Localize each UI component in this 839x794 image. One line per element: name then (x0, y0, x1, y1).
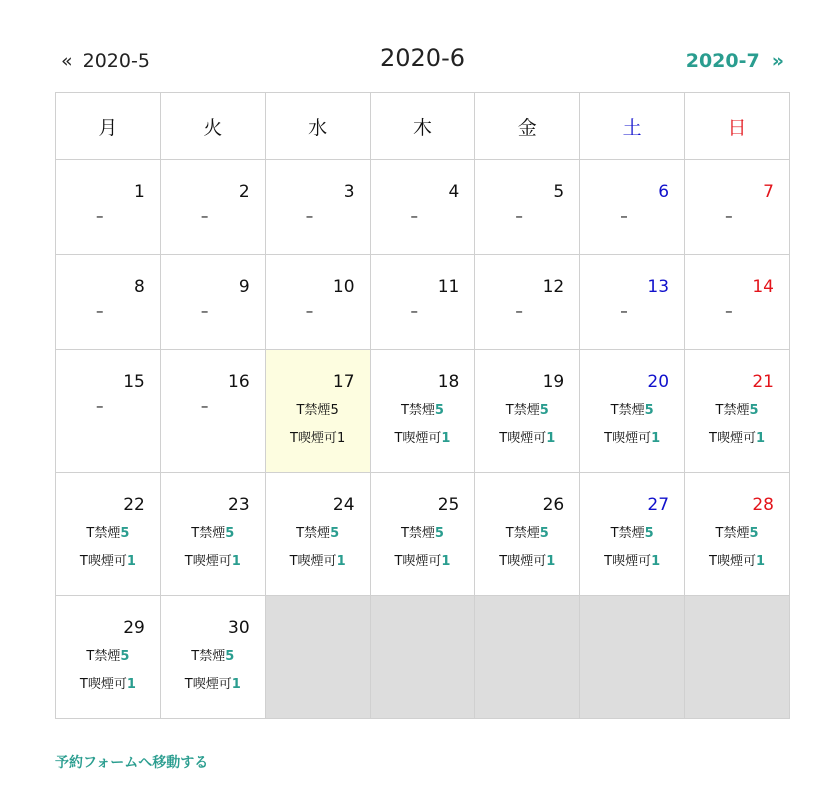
smoke-count: 1 (651, 554, 661, 569)
nosmoke-count: 5 (434, 403, 444, 418)
day-cell[interactable] (685, 350, 790, 473)
smoke-label: T喫煙可 (499, 554, 547, 569)
nosmoke-label: T禁煙 (610, 526, 645, 541)
smoke-availability[interactable] (56, 677, 160, 693)
smoke-count: 1 (546, 554, 556, 569)
day-cell[interactable] (56, 596, 161, 719)
day-cell (475, 160, 580, 255)
day-cell (160, 255, 265, 350)
nosmoke-count: 5 (749, 526, 759, 541)
nosmoke-count: 5 (539, 403, 549, 418)
nosmoke-label: T禁煙 (400, 403, 435, 418)
smoke-count: 1 (755, 554, 766, 569)
smoke-count: 1 (336, 554, 346, 569)
day-cell (265, 160, 370, 255)
smoke-count: 1 (546, 431, 556, 446)
nosmoke-count: 5 (539, 526, 549, 541)
nosmoke-availability[interactable] (371, 403, 475, 419)
nosmoke-availability[interactable] (56, 526, 160, 542)
week-row (56, 255, 790, 350)
day-number: 5 (553, 182, 565, 202)
day-cell (160, 350, 265, 473)
smoke-availability[interactable] (685, 554, 789, 570)
nosmoke-count: 5 (225, 649, 235, 664)
day-cell (370, 255, 475, 350)
day-status: – (96, 207, 104, 225)
day-cell (580, 160, 685, 255)
day-cell (160, 160, 265, 255)
weekday-header-row (56, 93, 790, 160)
day-cell[interactable] (475, 350, 580, 473)
smoke-availability[interactable] (475, 431, 579, 447)
smoke-availability[interactable] (580, 431, 684, 447)
smoke-label: T喫煙可 (79, 554, 127, 569)
reservation-form-link[interactable]: 予約フォームへ移動する (55, 755, 209, 771)
nosmoke-count: 5 (225, 526, 235, 541)
smoke-count: 1 (126, 677, 136, 692)
day-number: 23 (228, 495, 250, 515)
day-cell[interactable] (580, 350, 685, 473)
day-cell-today[interactable] (265, 350, 370, 473)
day-status: – (96, 397, 104, 415)
day-cell (370, 160, 475, 255)
day-cell[interactable] (265, 473, 370, 596)
nosmoke-label: T禁煙 (296, 526, 331, 541)
weekday-tue: 火 (160, 93, 265, 160)
prev-arrow-icon: « (61, 50, 73, 72)
smoke-availability[interactable] (161, 554, 265, 570)
smoke-availability (266, 431, 370, 447)
smoke-label: T喫煙可 (184, 677, 232, 692)
nosmoke-label: T禁煙 (191, 526, 226, 541)
day-number: 12 (542, 277, 565, 297)
next-month-link[interactable] (686, 50, 784, 72)
smoke-count: 1 (755, 431, 766, 446)
smoke-count: 1 (651, 431, 661, 446)
smoke-count: 1 (336, 431, 346, 446)
day-status: – (725, 302, 733, 320)
nosmoke-count: 5 (749, 403, 759, 418)
nosmoke-availability[interactable] (56, 649, 160, 665)
smoke-label: T喫煙可 (394, 431, 442, 446)
day-number: 11 (437, 277, 460, 297)
day-cell[interactable] (475, 473, 580, 596)
day-number: 28 (752, 495, 774, 515)
nosmoke-label: T禁煙 (610, 403, 645, 418)
day-number: 26 (542, 495, 565, 515)
day-cell (475, 255, 580, 350)
smoke-availability[interactable] (266, 554, 370, 570)
day-number: 3 (343, 182, 355, 202)
nosmoke-count: 5 (330, 526, 340, 541)
day-cell[interactable] (580, 473, 685, 596)
day-status: – (305, 207, 314, 225)
week-row (56, 596, 790, 719)
prev-month-label: 2020-5 (82, 50, 150, 72)
smoke-count: 1 (441, 431, 451, 446)
nosmoke-availability[interactable] (161, 649, 265, 665)
calendar-table (55, 92, 790, 719)
nosmoke-label: T禁煙 (505, 403, 540, 418)
day-number: 27 (647, 495, 670, 515)
nosmoke-availability[interactable] (371, 526, 475, 542)
day-number: 22 (123, 495, 145, 515)
day-cell (685, 160, 790, 255)
day-number: 2 (238, 182, 250, 202)
day-number: 7 (763, 182, 774, 202)
day-status: – (620, 302, 628, 320)
smoke-label: T喫煙可 (394, 554, 442, 569)
day-number: 19 (542, 372, 565, 392)
day-cell (685, 255, 790, 350)
smoke-count: 1 (231, 554, 241, 569)
smoke-label: T喫煙可 (499, 431, 547, 446)
smoke-count: 1 (231, 677, 241, 692)
weekday-sat: 土 (580, 93, 685, 160)
day-status: – (515, 302, 523, 320)
weekday-wed: 水 (265, 93, 370, 160)
day-cell[interactable] (685, 473, 790, 596)
nosmoke-availability (266, 403, 370, 419)
nosmoke-availability[interactable] (161, 526, 265, 542)
smoke-label: T喫煙可 (184, 554, 232, 569)
nosmoke-label: T禁煙 (505, 526, 540, 541)
week-row (56, 160, 790, 255)
smoke-label: T喫煙可 (289, 554, 337, 569)
weekday-fri: 金 (475, 93, 580, 160)
week-row (56, 473, 790, 596)
day-status: – (200, 207, 209, 225)
smoke-availability[interactable] (161, 677, 265, 693)
nosmoke-count: 5 (434, 526, 444, 541)
nosmoke-label: T禁煙 (715, 526, 750, 541)
day-number: 13 (647, 277, 670, 297)
month-navigation (55, 44, 790, 78)
day-number: 30 (228, 618, 250, 638)
day-cell (56, 255, 161, 350)
day-number: 24 (332, 495, 355, 515)
smoke-label: T喫煙可 (289, 431, 337, 446)
day-number: 16 (228, 372, 250, 392)
empty-day-cell (685, 596, 790, 719)
nosmoke-label: T禁煙 (86, 526, 121, 541)
day-number: 6 (658, 182, 670, 202)
weekday-mon: 月 (56, 93, 161, 160)
weekday-thu: 木 (370, 93, 475, 160)
day-number: 9 (238, 277, 250, 297)
smoke-availability[interactable] (371, 554, 475, 570)
nosmoke-availability[interactable] (475, 526, 579, 542)
smoke-count: 1 (441, 554, 451, 569)
smoke-availability[interactable] (56, 554, 160, 570)
day-number: 10 (332, 277, 355, 297)
nosmoke-availability[interactable] (685, 526, 789, 542)
day-number: 29 (123, 618, 145, 638)
nosmoke-label: T禁煙 (715, 403, 750, 418)
day-cell (56, 160, 161, 255)
day-status: – (96, 302, 104, 320)
day-number: 1 (134, 182, 145, 202)
day-cell[interactable] (56, 473, 161, 596)
nosmoke-availability[interactable] (475, 403, 579, 419)
smoke-label: T喫煙可 (604, 554, 652, 569)
day-number: 17 (332, 372, 355, 392)
nosmoke-availability[interactable] (580, 526, 684, 542)
smoke-label: T喫煙可 (709, 554, 756, 569)
day-number: 4 (448, 182, 460, 202)
day-number: 18 (437, 372, 460, 392)
nosmoke-label: T禁煙 (191, 649, 226, 664)
week-row (56, 350, 790, 473)
day-number: 8 (134, 277, 145, 297)
nosmoke-count: 5 (120, 526, 130, 541)
nosmoke-availability[interactable] (685, 403, 789, 419)
smoke-availability[interactable] (685, 431, 789, 447)
current-month-title: 2020-6 (379, 44, 465, 72)
day-number: 25 (437, 495, 460, 515)
day-cell (265, 255, 370, 350)
day-status: – (620, 207, 628, 225)
day-status: – (200, 397, 209, 415)
nosmoke-count: 5 (644, 403, 654, 418)
day-cell[interactable] (160, 473, 265, 596)
nosmoke-label: T禁煙 (400, 526, 435, 541)
nosmoke-availability[interactable] (266, 526, 370, 542)
next-arrow-icon: » (771, 50, 784, 72)
day-cell[interactable] (160, 596, 265, 719)
day-number: 15 (123, 372, 145, 392)
smoke-availability[interactable] (580, 554, 684, 570)
smoke-label: T喫煙可 (79, 677, 127, 692)
empty-day-cell (580, 596, 685, 719)
day-status: – (410, 207, 419, 225)
smoke-label: T喫煙可 (709, 431, 756, 446)
nosmoke-availability[interactable] (580, 403, 684, 419)
nosmoke-count: 5 (644, 526, 654, 541)
empty-day-cell (265, 596, 370, 719)
smoke-count: 1 (126, 554, 136, 569)
day-cell[interactable] (370, 473, 475, 596)
empty-day-cell (370, 596, 475, 719)
next-month-label: 2020-7 (685, 50, 760, 72)
nosmoke-label: T禁煙 (86, 649, 121, 664)
smoke-availability[interactable] (371, 431, 475, 447)
weekday-sun: 日 (685, 93, 790, 160)
day-number: 21 (752, 372, 774, 392)
nosmoke-count: 5 (120, 649, 130, 664)
day-status: – (305, 302, 314, 320)
day-status: – (410, 302, 419, 320)
day-number: 20 (647, 372, 670, 392)
day-status: – (725, 207, 733, 225)
day-cell[interactable] (370, 350, 475, 473)
nosmoke-label: T禁煙 (296, 403, 331, 418)
empty-day-cell (475, 596, 580, 719)
smoke-label: T喫煙可 (604, 431, 652, 446)
day-status: – (515, 207, 523, 225)
nosmoke-count: 5 (330, 403, 339, 418)
day-cell (580, 255, 685, 350)
day-number: 14 (752, 277, 774, 297)
smoke-availability[interactable] (475, 554, 579, 570)
day-status: – (200, 302, 209, 320)
day-cell (56, 350, 161, 473)
